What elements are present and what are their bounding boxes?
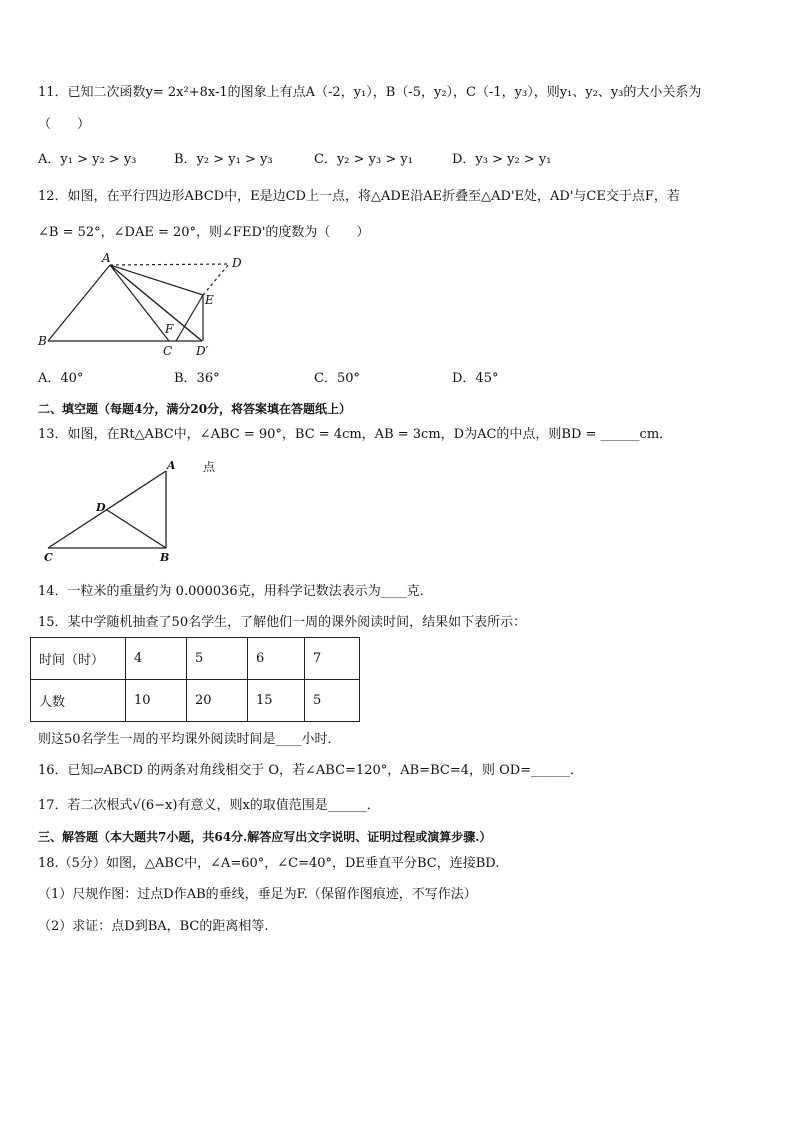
table-cell: 6 (248, 638, 305, 680)
q12-label-d: D (232, 256, 242, 270)
q12-option-a: A．40° (38, 371, 84, 386)
q13-text: 13．如图，在Rt△ABC中，∠ABC = 90°，BC = 4cm，AB = 3cm，D为AC的中点，则BD = ______cm． (38, 427, 673, 442)
section3-heading: 三、解答题（本大题共7小题，共64分.解答应写出文字说明、证明过程或演算步骤.） (38, 830, 492, 844)
q12-line2: ∠B = 52°，∠DAE = 20°，则∠FED'的度数为（ ） (38, 225, 370, 240)
q18-sub2: （2）求证：点D到BA，BC的距离相等. (38, 919, 269, 934)
q13-label-c: C (44, 551, 53, 564)
q13-side-note: 点 (203, 460, 216, 474)
q15-table (30, 637, 360, 722)
q11-line2: （ ） (38, 117, 91, 132)
q11-option-d: D．y₃ > y₂ > y₁ (452, 152, 552, 167)
q11-option-b: B．y₂ > y₁ > y₃ (174, 152, 273, 167)
q16-text: 16．已知▱ABCD 的两条对角线相交于 O，若∠ABC=120°，AB=BC=4，则 OD=______． (38, 763, 584, 778)
table-row (31, 680, 360, 722)
q12-label-c: C (163, 344, 173, 358)
q12-label-f: F (165, 322, 174, 336)
q18-sub1: （1）尺规作图：过点D作AB的垂线，垂足为F.（保留作图痕迹，不写作法） (38, 887, 477, 902)
table-cell: 15 (248, 680, 305, 722)
table-cell: 10 (126, 680, 187, 722)
q11-line1: 11．已知二次函数y= 2x²+8x-1的图象上有点A（-2，y₁），B（-5，y₂），C（-1，y₃），则y₁、y₂、y₃的大小关系为 (38, 85, 702, 100)
table-cell: 时间（时） (31, 638, 126, 680)
q12-label-e: E (205, 293, 214, 307)
q13-label-b: B (160, 551, 170, 564)
q12-option-c: C．50° (314, 371, 360, 386)
q12-label-b: B (38, 334, 47, 348)
q12-figure (36, 250, 266, 362)
table-cell: 20 (187, 680, 248, 722)
table-cell: 5 (305, 680, 360, 722)
q15-after: 则这50名学生一周的平均课外阅读时间是____小时． (38, 732, 341, 747)
q13-figure (40, 455, 230, 565)
section2-heading: 二、填空题（每题4分，满分20分，将答案填在答题纸上） (38, 402, 352, 416)
q12-label-d-prime: D′ (196, 344, 209, 358)
q14-text: 14．一粒米的重量约为 0.000036克，用科学记数法表示为____克． (38, 584, 433, 599)
q18-line1: 18.（5分）如图，△ABC中，∠A=60°，∠C=40°，DE垂直平分BC，连接BD. (38, 856, 500, 871)
q13-label-a: A (167, 459, 176, 472)
q17-text: 17．若二次根式√(6−x)有意义，则x的取值范围是______． (38, 798, 380, 813)
q12-label-a: A (102, 251, 111, 265)
table-row (31, 638, 360, 680)
table-cell: 7 (305, 638, 360, 680)
q15-text: 15．某中学随机抽查了50名学生，了解他们一周的课外阅读时间，结果如下表所示： (38, 615, 527, 630)
q12-option-d: D．45° (452, 371, 499, 386)
table-cell: 4 (126, 638, 187, 680)
table-cell: 人数 (31, 680, 126, 722)
q11-option-c: C．y₂ > y₃ > y₁ (314, 152, 413, 167)
table-cell: 5 (187, 638, 248, 680)
q12-option-b: B．36° (174, 371, 220, 386)
q11-option-a: A．y₁ > y₂ > y₃ (38, 152, 137, 167)
q13-label-d: D (96, 501, 106, 514)
q12-line1: 12．如图，在平行四边形ABCD中，E是边CD上一点，将△ADE沿AE折叠至△AD'E处，AD'与CE交于点F，若 (38, 189, 680, 204)
